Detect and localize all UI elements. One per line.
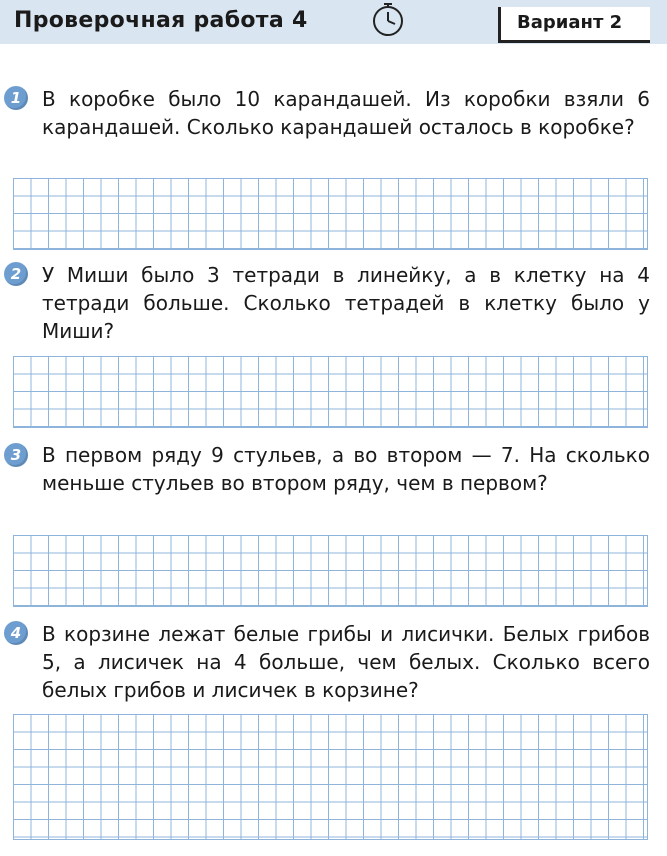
task-question: У Миши было 3 тетради в линейку, а в клетку на 4 тетради больше. Сколько тетрадей в клетку было у Миши?	[42, 263, 650, 343]
answer-grid[interactable]	[13, 714, 648, 840]
task-number-badge: 3	[4, 443, 28, 467]
task-number-badge: 1	[4, 86, 28, 110]
variant-box	[498, 7, 650, 43]
page-title: Проверочная работа 4	[14, 8, 308, 33]
header-band	[0, 0, 667, 44]
task-question: В коробке было 10 карандашей. Из коробки взяли 6 карандашей. Сколько карандашей осталось в коробке?	[42, 87, 650, 139]
clock-icon	[368, 0, 408, 40]
task-number-badge: 4	[4, 621, 28, 645]
task-number-badge: 2	[4, 262, 28, 286]
answer-grid[interactable]	[13, 178, 648, 250]
variant-label: Вариант 2	[517, 12, 623, 33]
answer-grid[interactable]	[13, 356, 648, 428]
task-question: В корзине лежат белые грибы и лисички. Белых грибов 5, а лисичек на 4 больше, чем белых. Сколько всего белых грибов и лисичек в корзине?	[42, 622, 650, 702]
task-question: В первом ряду 9 стульев, а во втором — 7. На сколько меньше стульев во втором ряду, чем в первом?	[42, 443, 650, 495]
answer-grid[interactable]	[13, 535, 648, 607]
